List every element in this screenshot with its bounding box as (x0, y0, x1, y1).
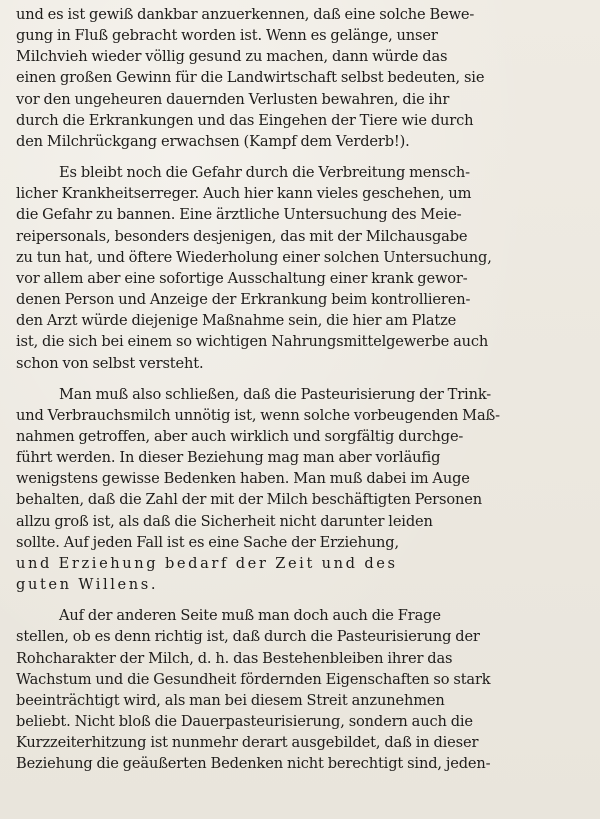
text-line: vor den ungeheuren dauernden Verlusten bewahren, die ihr (16, 90, 450, 108)
text-line: wenigstens gewisse Bedenken haben. Man muß dabei im Auge (16, 470, 470, 488)
text-line: Rohcharakter der Milch, d. h. das Bestehenbleiben ihrer das (16, 649, 453, 667)
text-line: Auf der anderen Seite muß man doch auch die Frage (59, 607, 441, 625)
text-line: vor allem aber eine sofortige Ausschaltung einer krank gewor- (16, 269, 468, 287)
text-line: beeinträchtigt wird, als man bei diesem Streit anzunehmen (16, 691, 445, 709)
paragraph-2 (16, 162, 586, 374)
text-line: behalten, daß die Zahl der mit der Milch beschäftigten Personen (16, 491, 482, 509)
paragraph-4 (16, 605, 586, 774)
text-line: führt werden. In dieser Beziehung mag man aber vorläufig (16, 449, 441, 467)
text-line: stellen, ob es denn richtig ist, daß durch die Pasteurisierung der (16, 628, 480, 646)
text-line: allzu groß ist, als daß die Sicherheit nicht darunter leiden (16, 512, 433, 530)
paragraph-3 (16, 384, 586, 596)
text-line: ist, die sich bei einem so wichtigen Nahrungsmittelgewerbe auch (16, 333, 489, 351)
text-line: und Verbrauchsmilch unnötig ist, wenn solche vorbeugenden Maß- (16, 406, 500, 424)
text-line: sollte. Auf jeden Fall ist es eine Sache der Erziehung, (16, 533, 399, 551)
text-line: und Erziehung bedarf der Zeit und des (16, 554, 398, 572)
text-line: reipersonals, besonders desjenigen, das mit der Milchausgabe (16, 227, 468, 245)
text-line: den Arzt würde diejenige Maßnahme sein, die hier am Platze (16, 312, 457, 330)
text-line: Milchvieh wieder völlig gesund zu machen, dann würde das (16, 48, 448, 66)
text-line: Wachstum und die Gesundheit fördernden Eigenschaften so stark (16, 670, 491, 688)
text-line: Beziehung die geäußerten Bedenken nicht berechtigt sind, jeden- (16, 755, 491, 773)
text-line: den Milchrückgang erwachsen (Kampf dem Verderb!). (16, 132, 410, 150)
text-line: licher Krankheitserreger. Auch hier kann vieles geschehen, um (16, 185, 472, 203)
text-line: die Gefahr zu bannen. Eine ärztliche Untersuchung des Meie- (16, 206, 462, 224)
text-line: schon von selbst versteht. (16, 354, 204, 372)
text-line: Kurzzeiterhitzung ist nunmehr derart ausgebildet, daß in dieser (16, 734, 479, 752)
text-line: und es ist gewiß dankbar anzuerkennen, daß eine solche Bewe- (16, 6, 475, 23)
text-line: zu tun hat, und öftere Wiederholung einer solchen Untersuchung, (16, 248, 492, 266)
text-line: denen Person und Anzeige der Erkrankung beim kontrollieren- (16, 291, 471, 309)
text-line: einen großen Gewinn für die Landwirtschaft selbst bedeuten, sie (16, 69, 485, 87)
text-line: gung in Fluß gebracht worden ist. Wenn es gelänge, unser (16, 27, 438, 45)
text-line: guten Willens. (16, 576, 159, 594)
paragraph-1 (16, 4, 586, 152)
text-line: beliebt. Nicht bloß die Dauerpasteurisierung, sondern auch die (16, 713, 473, 730)
text-line: Man muß also schließen, daß die Pasteurisierung der Trink- (59, 385, 492, 403)
text-line: Es bleibt noch die Gefahr durch die Verbreitung mensch- (59, 164, 470, 182)
text-line: nahmen getroffen, aber auch wirklich und sorgfältig durchge- (16, 427, 464, 445)
text-line: durch die Erkrankungen und das Eingehen der Tiere wie durch (16, 111, 474, 129)
